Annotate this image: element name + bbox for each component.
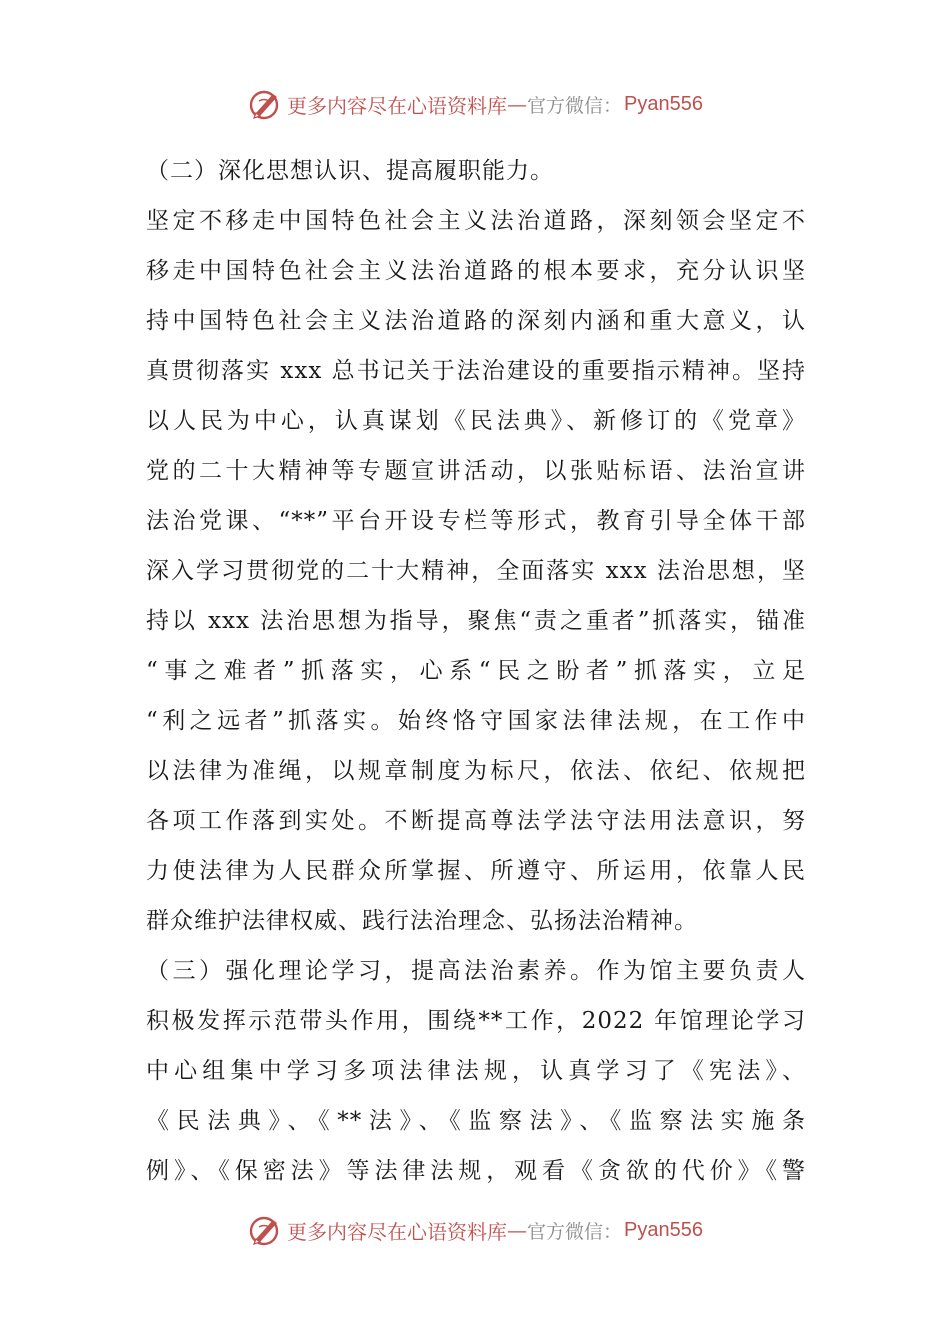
watermark-separator: — <box>507 1218 527 1242</box>
paragraph-line: 以法律为准绳，以规章制度为标尺，依法、依纪、依规把 <box>146 758 806 784</box>
paragraph-line: 真贯彻落实 xxx 总书记关于法治建设的重要指示精神。坚持 <box>146 358 806 384</box>
paragraph-line: 法治党课、“**”平台开设专栏等形式，教育引导全体干部 <box>146 508 806 534</box>
pen-logo-icon <box>247 86 283 122</box>
watermark-brand: 更多内容尽在心语资料库 <box>287 1219 507 1244</box>
watermark-wechat-id: Pyan556 <box>624 1218 703 1241</box>
watermark-brand: 更多内容尽在心语资料库 <box>287 93 507 118</box>
paragraph-line: 群众维护法律权威、践行法治理念、弘扬法治精神。 <box>146 908 698 934</box>
section-heading-three: （三）强化理论学习，提高法治素养。作为馆主要负责人 <box>146 958 806 984</box>
paragraph-line: 例》、《保密法》等法律法规，观看《贪欲的代价》《警 <box>146 1158 806 1184</box>
watermark-separator: — <box>507 92 527 116</box>
paragraph-line: 以人民为中心，认真谋划《民法典》、新修订的《党章》 <box>146 408 806 434</box>
paragraph-line: 持中国特色社会主义法治道路的深刻内涵和重大意义，认 <box>146 308 806 334</box>
paragraph-line: 积极发挥示范带头作用，围绕**工作，2022 年馆理论学习 <box>146 1008 806 1034</box>
paragraph-line: 各项工作落到实处。不断提高尊法学法守法用法意识，努 <box>146 808 806 834</box>
watermark-header <box>0 82 950 126</box>
watermark-footer <box>0 1208 950 1252</box>
paragraph-line: 移走中国特色社会主义法治道路的根本要求，充分认识坚 <box>146 258 806 284</box>
watermark-wechat-id: Pyan556 <box>624 92 703 115</box>
paragraph-line: “利之远者”抓落实。始终恪守国家法律法规，在工作中 <box>146 708 806 734</box>
paragraph-line: 党的二十大精神等专题宣讲活动，以张贴标语、法治宣讲 <box>146 458 806 484</box>
paragraph-line: 中心组集中学习多项法律法规，认真学习了《宪法》、 <box>146 1058 806 1084</box>
watermark-official-label: 官方微信： <box>527 1220 623 1243</box>
watermark-official-label: 官方微信： <box>527 94 623 117</box>
paragraph-line: 坚定不移走中国特色社会主义法治道路，深刻领会坚定不 <box>146 208 806 234</box>
paragraph-line: 深入学习贯彻党的二十大精神，全面落实 xxx 法治思想，坚 <box>146 558 806 584</box>
paragraph-line: 《民法典》、《**法》、《监察法》、《监察法实施条 <box>146 1108 806 1134</box>
document-body <box>146 146 806 1196</box>
section-heading-two: （二）深化思想认识、提高履职能力。 <box>146 158 554 184</box>
pen-logo-icon <box>247 1212 283 1248</box>
paragraph-line: 持以 xxx 法治思想为指导，聚焦“责之重者”抓落实，锚准 <box>146 608 806 634</box>
paragraph-line: 力使法律为人民群众所掌握、所遵守、所运用，依靠人民 <box>146 858 806 884</box>
paragraph-line: “事之难者”抓落实，心系“民之盼者”抓落实，立足 <box>146 658 806 684</box>
